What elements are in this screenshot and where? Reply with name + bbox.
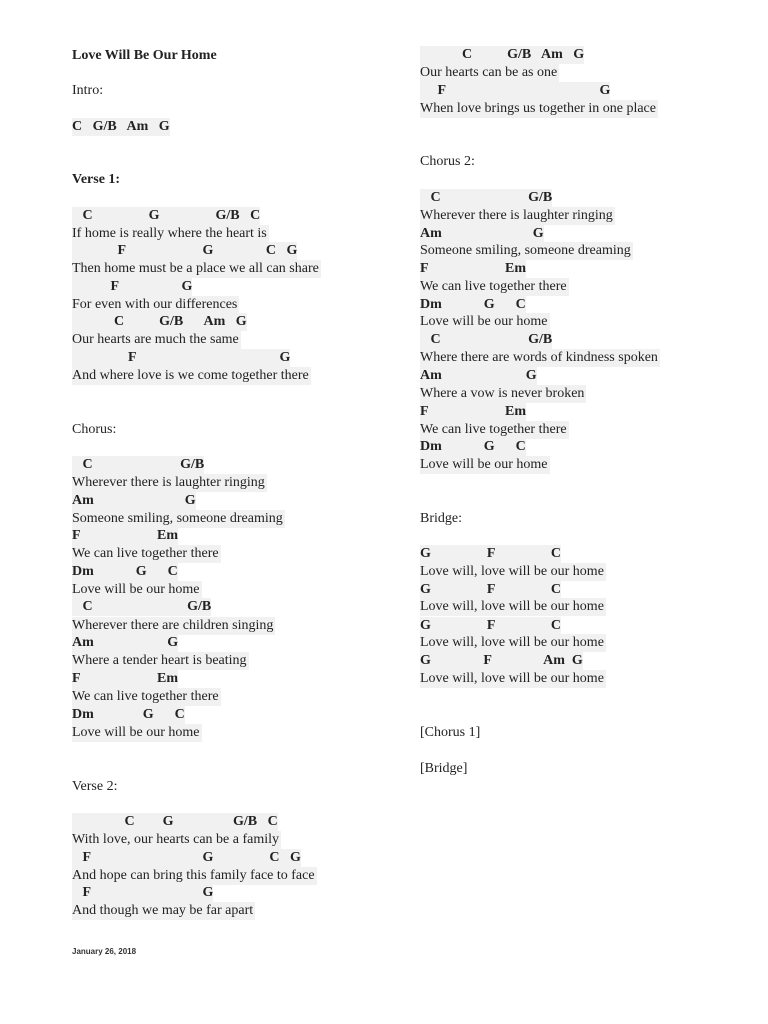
chord-line: Dm G C [420, 439, 526, 454]
lyric-line: Then home must be a place we all can share [72, 261, 319, 276]
lyric-line: And though we may be far apart [72, 903, 254, 918]
lyric-line: Love will, love will be our home [420, 599, 604, 614]
chord-line: F Em [420, 404, 527, 419]
lyric-line: Our hearts are much the same [72, 332, 239, 347]
section-label: [Bridge] [420, 761, 468, 776]
lyric-line: Love will, love will be our home [420, 635, 604, 650]
chord-line: F G C G [72, 243, 298, 258]
chord-line: F G [72, 885, 214, 900]
lyric-line: With love, our hearts can be a family [72, 832, 280, 847]
lyric-line: Love will be our home [72, 725, 200, 740]
lyric-line: Where a tender heart is beating [72, 653, 247, 668]
chord-line: F Em [72, 528, 179, 543]
lyric-line: Someone smiling, someone dreaming [420, 243, 631, 258]
lyric-line: Where a vow is never broken [420, 386, 585, 401]
lyric-line: And hope can bring this family face to face [72, 868, 315, 883]
section-label: Chorus 2: [420, 154, 475, 169]
chord-line: Am G [72, 635, 179, 650]
chord-line: C G/B [72, 457, 205, 472]
chord-line: C G/B Am G [420, 47, 585, 62]
chord-line: Am G [72, 493, 196, 508]
chord-line: F G [72, 279, 193, 294]
lyric-line: Where there are words of kindness spoken [420, 350, 658, 365]
chord-line: F Em [72, 671, 179, 686]
lyric-line: Wherever there is laughter ringing [420, 208, 613, 223]
section-label: Verse 2: [72, 779, 118, 794]
chord-line: C G/B [420, 332, 553, 347]
chord-line: G F C [420, 582, 562, 597]
chord-line: F G C G [72, 850, 301, 865]
chord-line: Am G [420, 368, 537, 383]
chord-line: G F Am G [420, 653, 583, 668]
lyric-line: Our hearts can be as one [420, 65, 558, 80]
lyric-line: And where love is we come together there [72, 368, 309, 383]
song-title: Love Will Be Our Home [72, 48, 217, 63]
chord-line: C G/B Am G [72, 314, 247, 329]
chord-line: Dm G C [420, 297, 526, 312]
lyric-line: Love will be our home [72, 582, 200, 597]
lyric-line: For even with our differences [72, 297, 238, 312]
chord-line: F G [72, 350, 291, 365]
lyric-line: Wherever there are children singing [72, 618, 274, 633]
section-label: Intro: [72, 83, 104, 98]
chord-line: C G/B [72, 599, 212, 614]
chord-line: G F C [420, 618, 562, 633]
chord-line: F Em [420, 261, 527, 276]
lyric-line: Love will be our home [420, 314, 548, 329]
lyric-line: Love will, love will be our home [420, 671, 604, 686]
chord-line: F G [420, 83, 611, 98]
chord-line: Dm G C [72, 564, 178, 579]
lyric-line: We can live together there [420, 422, 567, 437]
lyric-line: When love brings us together in one place [420, 101, 656, 116]
lyric-line: Someone smiling, someone dreaming [72, 511, 283, 526]
chord-line: C G G/B C [72, 208, 261, 223]
chord-line: Dm G C [72, 707, 185, 722]
lyric-line: We can live together there [72, 546, 219, 561]
chord-line: C G G/B C [72, 814, 278, 829]
chord-line: G F C [420, 546, 562, 561]
lyric-line: Wherever there is laughter ringing [72, 475, 265, 490]
lyric-line: We can live together there [72, 689, 219, 704]
chord-line: Am G [420, 226, 544, 241]
section-heading: Verse 1: [72, 172, 121, 187]
section-label: Bridge: [420, 511, 462, 526]
lyric-line: If home is really where the heart is [72, 226, 267, 241]
chord-line: C G/B Am G [72, 119, 170, 134]
section-label: Chorus: [72, 422, 117, 437]
lyric-line: Love will, love will be our home [420, 564, 604, 579]
chord-line: C G/B [420, 190, 553, 205]
lyric-line: We can live together there [420, 279, 567, 294]
section-label: [Chorus 1] [420, 725, 481, 740]
footer-date: January 26, 2018 [72, 947, 137, 956]
lyric-line: Love will be our home [420, 457, 548, 472]
